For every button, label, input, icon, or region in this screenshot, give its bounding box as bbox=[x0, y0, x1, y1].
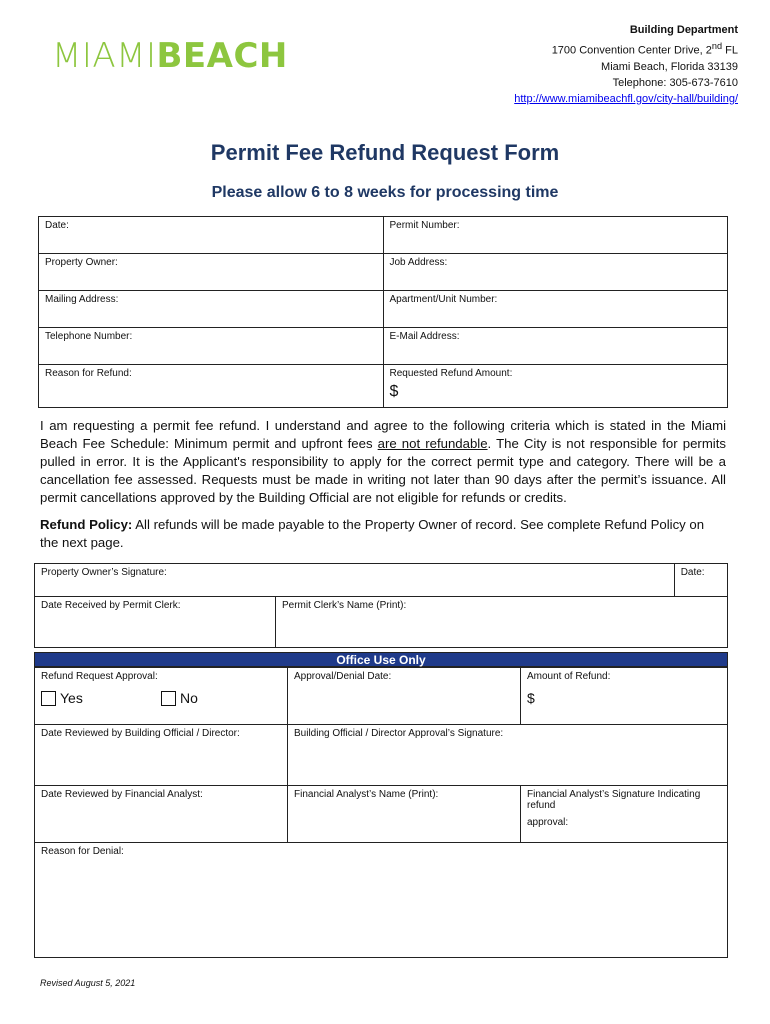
criteria-paragraph bbox=[40, 417, 726, 507]
department-url-link[interactable]: http://www.miamibeachfl.gov/city-hall/building/ bbox=[514, 92, 738, 105]
no-option[interactable] bbox=[161, 690, 281, 706]
approval-options bbox=[41, 690, 281, 706]
refund-amount-label: Amount of Refund: bbox=[527, 671, 611, 682]
refund-amount-field[interactable] bbox=[521, 668, 728, 725]
reason-for-refund-field[interactable]: Reason for Refund: bbox=[39, 365, 384, 408]
property-owner-field[interactable]: Property Owner: bbox=[39, 254, 384, 291]
analyst-signature-field[interactable] bbox=[521, 786, 728, 843]
form-title: Permit Fee Refund Request Form bbox=[210, 140, 560, 165]
mailing-address-field[interactable]: Mailing Address: bbox=[39, 291, 384, 328]
approval-date-field[interactable]: Approval/Denial Date: bbox=[288, 668, 521, 725]
yes-option[interactable] bbox=[41, 690, 161, 706]
department-telephone: Telephone: 305-673-7610 bbox=[612, 76, 738, 89]
no-checkbox[interactable] bbox=[161, 691, 176, 706]
address-floor: FL bbox=[722, 44, 738, 57]
refund-policy-text: All refunds will be made payable to the Property Owner of record. See complete Refund Policy on the next page. bbox=[40, 517, 705, 550]
reviewed-official-field[interactable]: Date Reviewed by Building Official / Director: bbox=[35, 725, 288, 786]
department-info bbox=[514, 22, 738, 107]
yes-checkbox[interactable] bbox=[41, 691, 56, 706]
refund-policy bbox=[40, 516, 726, 552]
logo-text-miami: MIAMI bbox=[52, 36, 157, 76]
form-subtitle: Please allow 6 to 8 weeks for processing time bbox=[211, 184, 559, 201]
denial-reason-field[interactable]: Reason for Denial: bbox=[35, 843, 728, 958]
official-signature-field[interactable]: Building Official / Director Approval’s Signature: bbox=[288, 725, 728, 786]
refund-policy-label: Refund Policy: bbox=[40, 517, 133, 532]
analyst-signature-label-2: approval: bbox=[527, 817, 569, 828]
department-address-line1 bbox=[514, 38, 738, 59]
clerk-name-field[interactable]: Permit Clerk’s Name (Print): bbox=[276, 597, 728, 648]
reviewed-analyst-field[interactable]: Date Reviewed by Financial Analyst: bbox=[35, 786, 288, 843]
analyst-signature-label-1: Financial Analyst’s Signature Indicating refund bbox=[527, 789, 701, 811]
department-name: Building Department bbox=[629, 24, 738, 36]
signature-date-field[interactable]: Date: bbox=[674, 564, 727, 597]
no-label: No bbox=[180, 690, 198, 706]
email-field[interactable]: E-Mail Address: bbox=[383, 328, 728, 365]
job-address-field[interactable]: Job Address: bbox=[383, 254, 728, 291]
dollar-sign: $ bbox=[389, 383, 399, 400]
miami-beach-logo bbox=[52, 36, 288, 76]
owner-signature-field[interactable]: Property Owner’s Signature: bbox=[35, 564, 675, 597]
refund-approval-cell bbox=[35, 668, 288, 725]
address-street: 1700 Convention Center Drive, 2 bbox=[551, 44, 712, 57]
requested-amount-label: Requested Refund Amount: bbox=[389, 368, 513, 379]
criteria-underlined: are not refundable bbox=[377, 436, 488, 451]
office-use-only-header: Office Use Only bbox=[34, 652, 728, 667]
office-use-table bbox=[34, 667, 728, 958]
permit-number-field[interactable]: Permit Number: bbox=[383, 217, 728, 254]
applicant-info-table bbox=[38, 216, 728, 408]
logo-text-beach: BEACH bbox=[156, 36, 288, 76]
department-address-line2: Miami Beach, Florida 33139 bbox=[601, 60, 738, 73]
refund-dollar-sign: $ bbox=[527, 690, 535, 706]
apartment-field[interactable]: Apartment/Unit Number: bbox=[383, 291, 728, 328]
refund-approval-label: Refund Request Approval: bbox=[41, 671, 158, 682]
date-field[interactable]: Date: bbox=[39, 217, 384, 254]
criteria-text-2: . The City is not responsible for permits pulled in error. It is the Applicant's responsibility to apply for the correct permit type and category. There will be a cancellation fee assessed. Requests must be made in writing not later than 90 days after the permit’s issuance. All permit cancellations approved by the Building Official are not eligible for refunds or credits. bbox=[40, 436, 726, 505]
yes-label: Yes bbox=[60, 690, 83, 706]
criteria-text-1: I am requesting a permit fee refund. I understand and agree to the following criteria which is stated in the Miami Beach Fee Schedule: Minimum permit and upfront fees bbox=[40, 418, 726, 451]
telephone-field[interactable]: Telephone Number: bbox=[39, 328, 384, 365]
signature-table bbox=[34, 563, 728, 648]
analyst-name-field[interactable]: Financial Analyst’s Name (Print): bbox=[288, 786, 521, 843]
address-ordinal: nd bbox=[711, 41, 723, 51]
date-received-field[interactable]: Date Received by Permit Clerk: bbox=[35, 597, 276, 648]
requested-refund-amount-field[interactable] bbox=[383, 365, 728, 408]
revised-date: Revised August 5, 2021 bbox=[40, 978, 136, 988]
